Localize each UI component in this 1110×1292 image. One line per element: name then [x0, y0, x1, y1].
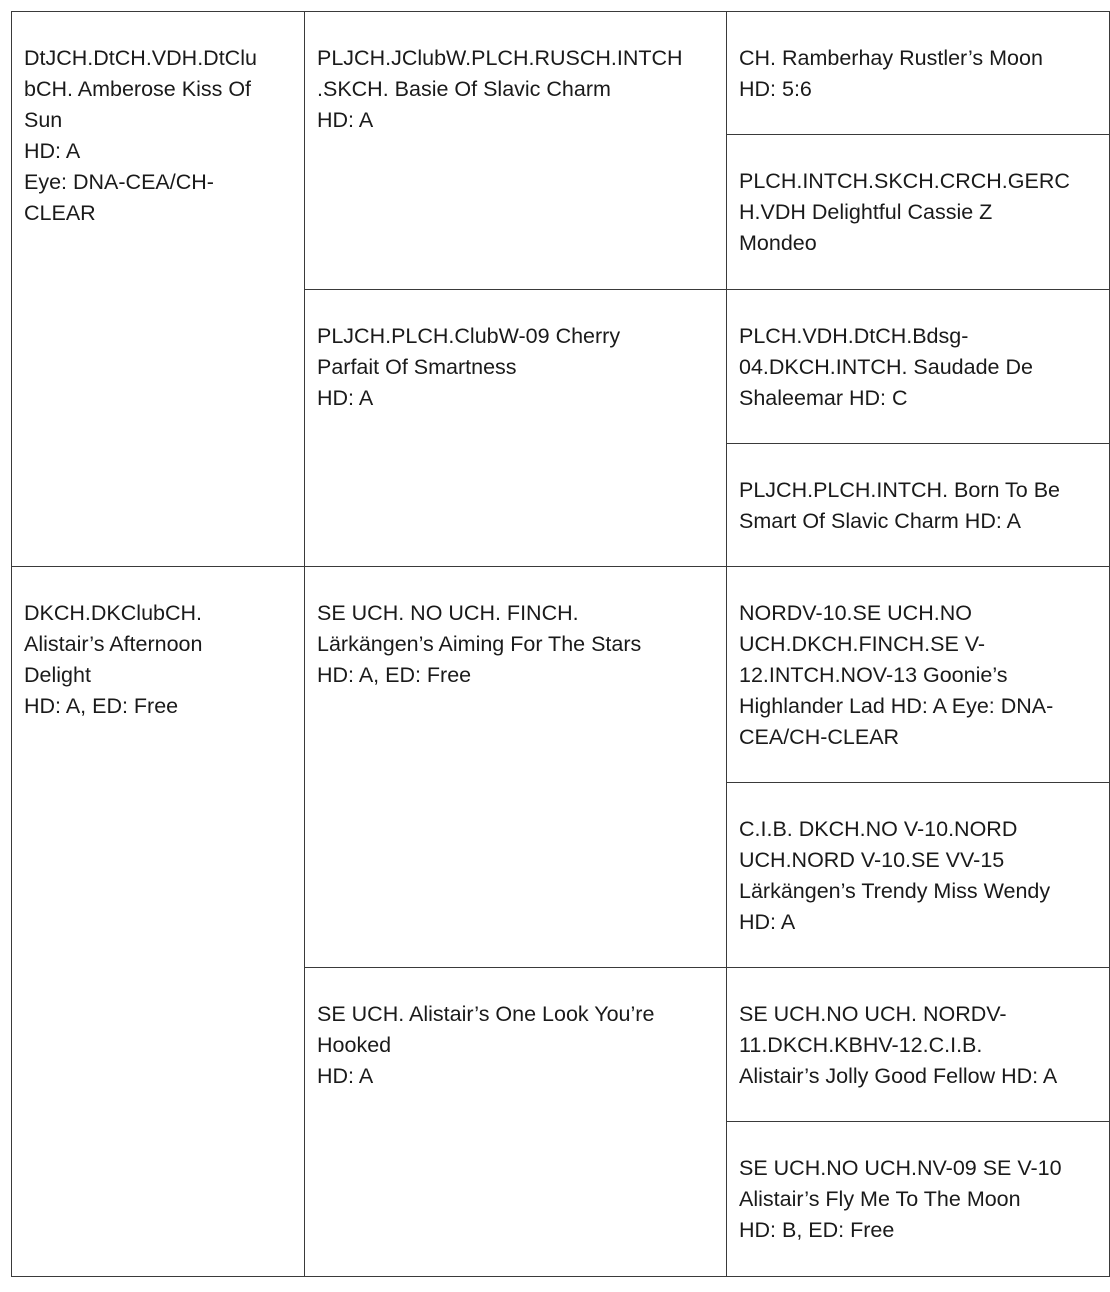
sss-line-2: HD: 5:6 [739, 77, 812, 101]
dam-sire-cell [304, 566, 727, 968]
ddd-line-3: HD: B, ED: Free [739, 1218, 895, 1242]
sire-cell [11, 11, 305, 567]
dsd-line-1: C.I.B. DKCH.NO V-10.NORD [739, 817, 1018, 841]
ssd-line-1: PLCH.INTCH.SKCH.CRCH.GERC [739, 169, 1070, 193]
sdd-line-1: PLJCH.PLCH.INTCH. Born To Be [739, 478, 1061, 502]
sss-line-1: CH. Ramberhay Rustler’s Moon [739, 46, 1043, 70]
sire-sire-line-2: .SKCH. Basie Of Slavic Charm [317, 77, 611, 101]
sire-dam-line-2: Parfait Of Smartness [317, 355, 517, 379]
dsd-line-4: HD: A [739, 910, 796, 934]
sire-line-5: Eye: DNA-CEA/CH- [24, 170, 214, 194]
dam-sire-line-1: SE UCH. NO UCH. FINCH. [317, 601, 579, 625]
pedigree-table [11, 11, 1110, 1277]
sire-dam-cell [304, 289, 727, 567]
sss-cell [726, 11, 1110, 135]
dsd-line-2: UCH.NORD V-10.SE VV-15 [739, 848, 1005, 872]
dsd-cell [726, 782, 1110, 968]
ddd-line-2: Alistair’s Fly Me To The Moon [739, 1187, 1021, 1211]
dds-cell [726, 967, 1110, 1122]
dds-line-2: 11.DKCH.KBHV-12.C.I.B. [739, 1033, 983, 1057]
dam-line-3: Delight [24, 663, 91, 687]
sdd-line-2: Smart Of Slavic Charm HD: A [739, 509, 1021, 533]
dss-line-1: NORDV-10.SE UCH.NO [739, 601, 972, 625]
sire-line-6: CLEAR [24, 201, 96, 225]
sds-line-2: 04.DKCH.INTCH. Saudade De [739, 355, 1033, 379]
ssd-line-3: Mondeo [739, 231, 817, 255]
sire-sire-line-3: HD: A [317, 108, 374, 132]
sire-sire-line-1: PLJCH.JClubW.PLCH.RUSCH.INTCH [317, 46, 683, 70]
sire-line-1: DtJCH.DtCH.VDH.DtClu [24, 46, 257, 70]
dss-line-5: CEA/CH-CLEAR [739, 725, 900, 749]
dam-sire-line-2: Lärkängen’s Aiming For The Stars [317, 632, 642, 656]
ssd-line-2: H.VDH Delightful Cassie Z [739, 200, 993, 224]
ssd-cell [726, 134, 1110, 290]
dam-dam-cell [304, 967, 727, 1277]
dsd-line-3: Lärkängen’s Trendy Miss Wendy [739, 879, 1051, 903]
sire-dam-line-3: HD: A [317, 386, 374, 410]
sds-line-3: Shaleemar HD: C [739, 386, 908, 410]
ddd-cell [726, 1121, 1110, 1277]
ddd-line-1: SE UCH.NO UCH.NV-09 SE V-10 [739, 1156, 1062, 1180]
dam-line-2: Alistair’s Afternoon [24, 632, 203, 656]
sds-line-1: PLCH.VDH.DtCH.Bdsg- [739, 324, 969, 348]
dam-sire-line-3: HD: A, ED: Free [317, 663, 472, 687]
dam-line-1: DKCH.DKClubCH. [24, 601, 203, 625]
dss-cell [726, 566, 1110, 783]
dam-dam-line-2: Hooked [317, 1033, 392, 1057]
sire-dam-line-1: PLJCH.PLCH.ClubW-09 Cherry [317, 324, 621, 348]
sdd-cell [726, 443, 1110, 567]
dam-line-4: HD: A, ED: Free [24, 694, 179, 718]
dss-line-4: Highlander Lad HD: A Eye: DNA- [739, 694, 1054, 718]
dam-dam-line-1: SE UCH. Alistair’s One Look You’re [317, 1002, 655, 1026]
sire-sire-cell [304, 11, 727, 290]
dam-cell [11, 566, 305, 1277]
sire-line-3: Sun [24, 108, 63, 132]
dss-line-2: UCH.DKCH.FINCH.SE V- [739, 632, 986, 656]
sire-line-2: bCH. Amberose Kiss Of [24, 77, 252, 101]
dds-line-3: Alistair’s Jolly Good Fellow HD: A [739, 1064, 1058, 1088]
sire-line-4: HD: A [24, 139, 81, 163]
dam-dam-line-3: HD: A [317, 1064, 374, 1088]
dss-line-3: 12.INTCH.NOV-13 Goonie’s [739, 663, 1008, 687]
sds-cell [726, 289, 1110, 444]
dds-line-1: SE UCH.NO UCH. NORDV- [739, 1002, 1007, 1026]
